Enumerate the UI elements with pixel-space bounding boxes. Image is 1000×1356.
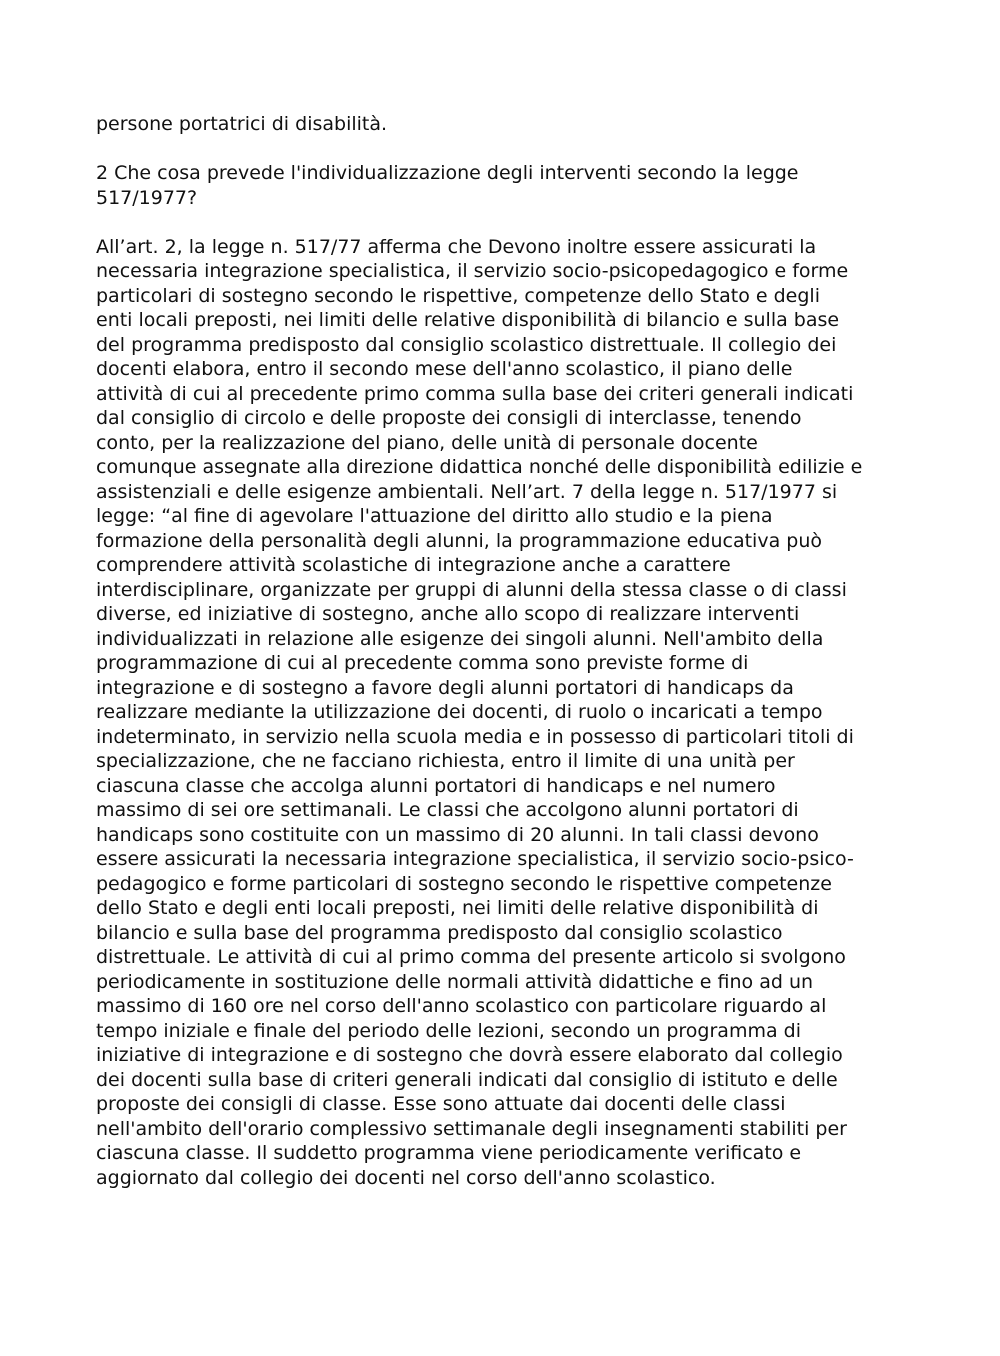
text-line: legge: “al fine di agevolare l'attuazione del diritto allo studio e la piena: [96, 505, 773, 527]
text-line: specializzazione, che ne facciano richiesta, entro il limite di una unità per: [96, 750, 795, 772]
text-line: aggiornato dal collegio dei docenti nel corso dell'anno scolastico.: [96, 1166, 716, 1189]
text-line: individualizzati in relazione alle esigenze dei singoli alunni. Nell'ambito della: [96, 627, 824, 650]
text-line: dei docenti sulla base di criteri generali indicati dal consiglio di istituto e delle: [96, 1068, 838, 1091]
text-line: comprendere attività scolastiche di integrazione anche a carattere: [96, 554, 731, 576]
answer-paragraph: [96, 235, 916, 1191]
text-line: assistenziali e delle esigenze ambientali. Nell’art. 7 della legge n. 517/1977 si: [96, 480, 838, 503]
text-line: ciascuna classe che accolga alunni portatori di handicaps e nel numero: [96, 774, 776, 797]
text-line: diverse, ed iniziative di sostegno, anche allo scopo di realizzare interventi: [96, 603, 800, 625]
text-line: particolari di sostegno secondo le rispettive, competenze dello Stato e degli: [96, 284, 820, 307]
text-line: tempo iniziale e finale del periodo delle lezioni, secondo un programma di: [96, 1019, 801, 1042]
text-line: necessaria integrazione specialistica, il servizio socio-psicopedagogico e forme: [96, 260, 849, 282]
text-line: essere assicurati la necessaria integrazione specialistica, il servizio socio-psico-: [96, 848, 854, 870]
question-heading: [96, 161, 916, 210]
text-line: massimo di sei ore settimanali. Le classi che accolgono alunni portatori di: [96, 799, 799, 821]
text-line: massimo di 160 ore nel corso dell'anno scolastico con particolare riguardo al: [96, 995, 827, 1017]
text-line: periodicamente in sostituzione delle normali attività didattiche e fino ad un: [96, 970, 814, 993]
text-line: conto, per la realizzazione del piano, delle unità di personale docente: [96, 431, 758, 454]
text-line: del programma predisposto dal consiglio scolastico distrettuale. Il collegio dei: [96, 333, 837, 356]
text-line: programmazione di cui al precedente comma sono previste forme di: [96, 652, 749, 674]
text-line: dal consiglio di circolo e delle proposte dei consigli di interclasse, tenendo: [96, 407, 802, 429]
text-line: 2 Che cosa prevede l'individualizzazione degli interventi secondo la legge: [96, 162, 799, 184]
intro-paragraph: [96, 112, 916, 137]
text-line: pedagogico e forme particolari di sostegno secondo le rispettive competenze: [96, 872, 832, 895]
text-line: bilancio e sulla base del programma predisposto dal consiglio scolastico: [96, 921, 783, 944]
text-line: comunque assegnate alla direzione didattica nonché delle disponibilità edilizie e: [96, 456, 863, 478]
text-line: handicaps sono costituite con un massimo di 20 alunni. In tali classi devono: [96, 823, 819, 846]
text-line: indeterminato, in servizio nella scuola media e in possesso di particolari titoli di: [96, 725, 854, 748]
text-line: formazione della personalità degli alunni, la programmazione educativa può: [96, 529, 822, 552]
text-line: proposte dei consigli di classe. Esse sono attuate dai docenti delle classi: [96, 1093, 786, 1115]
text-line: enti locali preposti, nei limiti delle relative disponibilità di bilancio e sulla base: [96, 309, 840, 331]
text-line: distrettuale. Le attività di cui al primo comma del presente articolo si svolgono: [96, 946, 846, 968]
text-line: 517/1977?: [96, 186, 198, 209]
text-line: All’art. 2, la legge n. 517/77 afferma che Devono inoltre essere assicurati la: [96, 235, 817, 258]
text-line: integrazione e di sostegno a favore degli alunni portatori di handicaps da: [96, 676, 794, 699]
text-line: persone portatrici di disabilità.: [96, 113, 388, 135]
text-line: realizzare mediante la utilizzazione dei docenti, di ruolo o incaricati a tempo: [96, 701, 823, 723]
text-line: nell'ambito dell'orario complessivo settimanale degli insegnamenti stabiliti per: [96, 1117, 847, 1140]
text-line: attività di cui al precedente primo comma sulla base dei criteri generali indicati: [96, 382, 854, 405]
document-page: [96, 112, 916, 1215]
text-line: docenti elabora, entro il secondo mese dell'anno scolastico, il piano delle: [96, 358, 793, 380]
text-line: interdisciplinare, organizzate per gruppi di alunni della stessa classe o di classi: [96, 578, 847, 601]
text-line: ciascuna classe. Il suddetto programma viene periodicamente verificato e: [96, 1142, 802, 1164]
text-line: iniziative di integrazione e di sostegno che dovrà essere elaborato dal collegio: [96, 1044, 843, 1066]
text-line: dello Stato e degli enti locali preposti, nei limiti delle relative disponibilità di: [96, 897, 819, 919]
